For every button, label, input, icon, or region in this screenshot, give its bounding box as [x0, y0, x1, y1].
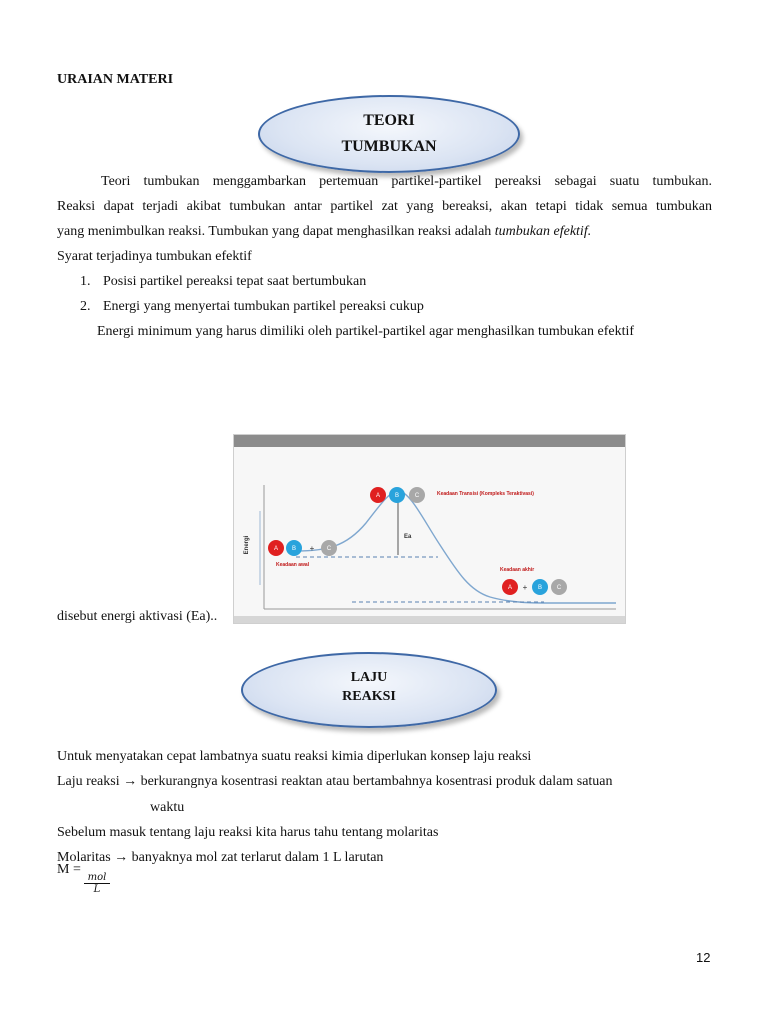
formula-numerator: mol [84, 872, 110, 884]
list-number: 1. [80, 274, 91, 289]
final-state-label: Keadaan akhir [500, 567, 535, 573]
initial-state-label: Keadaan awal [276, 562, 310, 568]
list-number: 2. [80, 299, 91, 314]
molarity-definition: Molaritas → banyaknya mol zat terlarut dalam 1 L larutan [57, 850, 384, 865]
bubble-laju-reaksi [241, 652, 497, 728]
paragraph-line [57, 224, 591, 240]
bubble-line: TUMBUKAN [341, 138, 437, 155]
page-number: 12 [696, 950, 711, 965]
rate-definition: Laju reaksi → berkurangnya kosentrasi reaktan atau bertambahnya kosentrasi produk dalam satuan [57, 774, 613, 789]
rate-intro: Untuk menyatakan cepat lambatnya suatu reaksi kimia diperlukan konsep laju reaksi [57, 749, 532, 764]
activation-energy-diagram [233, 434, 626, 624]
particle-b-label: B [291, 546, 297, 552]
energy-curve [296, 491, 616, 603]
y-axis-label: Energi [244, 535, 250, 555]
bubble-line: TEORI [363, 112, 415, 129]
ea-caption: disebut energi aktivasi (Ea).. [57, 609, 218, 624]
list-item [80, 299, 424, 315]
section-heading: URAIAN MATERI [57, 72, 174, 87]
rate-definition-continued: waktu [150, 800, 185, 815]
plus-sign: + [522, 583, 528, 592]
paragraph-text: yang menimbulkan reaksi. Tumbukan yang dapat menghasilkan reaksi adalah [57, 224, 495, 239]
particle-b-label: B [537, 585, 543, 591]
particle-a-label: A [375, 493, 381, 499]
formula-lhs: M = [57, 862, 81, 877]
bubble-line: REAKSI [342, 689, 396, 704]
bubble-line: LAJU [350, 670, 388, 685]
transition-state-label: Keadaan Transisi (Kompleks Teraktivasi) [437, 491, 534, 497]
formula-fraction [84, 872, 110, 895]
paragraph-line: Reaksi dapat terjadi akibat tumbukan antar partikel zat yang bereaksi, akan tetapi tidak semua tumbukan [57, 199, 712, 214]
ea-label: Ea [404, 534, 412, 540]
list-text: Energi yang menyertai tumbukan partikel pereaksi cukup [103, 299, 424, 314]
energy-sentence: Energi minimum yang harus dimiliki oleh partikel-partikel agar menghasilkan tumbukan efektif [97, 324, 635, 339]
plus-sign: + [309, 544, 315, 553]
conditions-heading: Syarat terjadinya tumbukan efektif [57, 249, 252, 264]
paragraph-line: Teori tumbukan menggambarkan pertemuan partikel-partikel pereaksi sebagai suatu tumbukan. [101, 174, 712, 189]
formula-denominator: L [93, 884, 101, 895]
particle-c-label: C [414, 493, 420, 499]
diagram-canvas [234, 435, 625, 623]
particle-c-label: C [556, 585, 562, 591]
particle-a-label: A [507, 585, 513, 591]
particle-c-label: C [326, 546, 332, 552]
particle-b-label: B [394, 493, 400, 499]
list-item [80, 274, 367, 290]
molarity-intro: Sebelum masuk tentang laju reaksi kita harus tahu tentang molaritas [57, 825, 439, 840]
particle-a-label: A [273, 546, 279, 552]
list-text: Posisi partikel pereaksi tepat saat bertumbukan [103, 274, 367, 289]
diagram-bottom-bar [234, 616, 625, 623]
bubble-teori-tumbukan [258, 95, 520, 173]
paragraph-italic: tumbukan efektif. [494, 224, 592, 239]
